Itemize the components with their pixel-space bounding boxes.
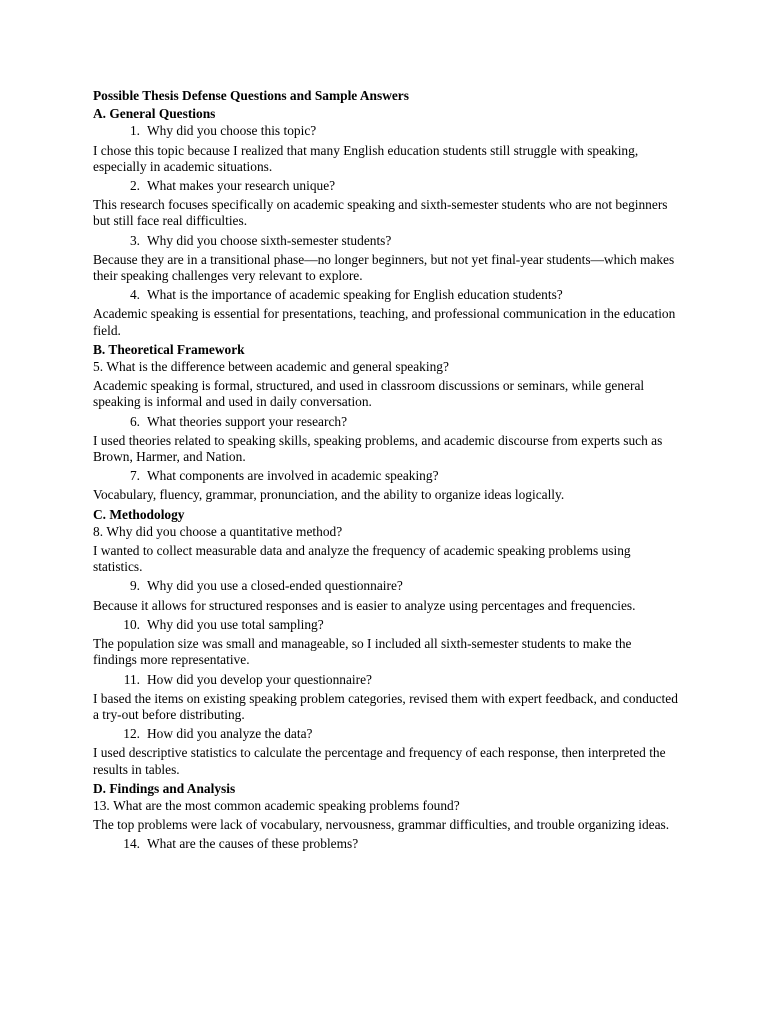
section-heading-methodology: C. Methodology <box>93 506 185 522</box>
question-text: Why did you choose this topic? <box>147 123 317 139</box>
question-text: What are the most common academic speaking problems found? <box>113 797 460 813</box>
question-text: How did you analyze the data? <box>147 726 313 742</box>
question-number: 4. <box>129 287 140 303</box>
question-text: What components are involved in academic speaking? <box>147 468 439 484</box>
question-item <box>93 178 678 194</box>
answer-text: This research focuses specifically on academic speaking and sixth-semester students who are not beginners but still face real difficulties. <box>93 197 668 229</box>
question-number: 9. <box>129 578 140 594</box>
section-heading-general: A. General Questions <box>93 106 216 122</box>
question-number: 10. <box>123 616 140 632</box>
question-item <box>93 726 678 742</box>
question-text: Why did you use a closed-ended questionnaire? <box>147 578 403 594</box>
question-text: Why did you use total sampling? <box>147 616 324 632</box>
question-item <box>93 672 678 688</box>
question-item <box>93 123 678 139</box>
answer-text: I based the items on existing speaking problem categories, revised them with expert feedback, and conducted a try-out before distributing. <box>93 690 678 722</box>
question-number: 12. <box>123 726 140 742</box>
question-item <box>93 468 678 484</box>
question-number: 5. <box>93 359 104 375</box>
question-text: How did you develop your questionnaire? <box>147 671 372 687</box>
answer-text: The population size was small and manageable, so I included all sixth-semester students to make the findings more representative. <box>93 636 632 668</box>
question-item <box>93 578 678 594</box>
answer-text: Academic speaking is essential for presentations, teaching, and professional communication in the education field. <box>93 306 676 338</box>
question-number: 8. <box>93 523 104 539</box>
question-number: 7. <box>129 468 140 484</box>
question-text: What makes your research unique? <box>147 178 336 194</box>
question-number: 11. <box>123 671 140 687</box>
question-item <box>93 233 678 249</box>
question-item <box>93 414 678 430</box>
question-item <box>93 836 678 852</box>
section-heading-findings: D. Findings and Analysis <box>93 780 236 796</box>
question-item <box>93 798 678 814</box>
question-text: What are the causes of these problems? <box>147 836 359 852</box>
question-item <box>93 524 678 540</box>
document-title: Possible Thesis Defense Questions and Sample Answers <box>93 88 409 103</box>
question-number: 14. <box>123 836 140 852</box>
question-text: What is the difference between academic and general speaking? <box>106 359 449 375</box>
question-text: Why did you choose a quantitative method? <box>106 523 343 539</box>
question-number: 2. <box>129 178 140 194</box>
answer-text: Academic speaking is formal, structured, and used in classroom discussions or seminars, while general speaking is informal and used in daily conversation. <box>93 378 645 410</box>
question-item <box>93 359 678 375</box>
question-number: 6. <box>129 413 140 429</box>
answer-text: Because they are in a transitional phase—no longer beginners, but not yet final-year students—which makes their speaking challenges very relevant to explore. <box>93 251 675 284</box>
question-item <box>93 287 678 303</box>
answer-text: I wanted to collect measurable data and analyze the frequency of academic speaking problems using statistics. <box>93 543 631 575</box>
answer-text: Because it allows for structured responses and is easier to analyze using percentages and frequencies. <box>93 597 636 613</box>
question-item <box>93 617 678 633</box>
section-heading-theoretical-framework: B. Theoretical Framework <box>93 341 245 357</box>
answer-text: I used descriptive statistics to calculate the percentage and frequency of each response, then interpreted the results in tables. <box>93 745 666 777</box>
question-text: What theories support your research? <box>147 413 348 429</box>
answer-text: I used theories related to speaking skills, speaking problems, and academic discourse from experts such as Brown, Harmer, and Nation. <box>93 432 663 465</box>
question-number: 1. <box>129 123 140 139</box>
question-number: 13. <box>93 797 110 813</box>
answer-text: Vocabulary, fluency, grammar, pronunciation, and the ability to organize ideas logically. <box>93 487 565 503</box>
answer-text: I chose this topic because I realized that many English education students still struggle with speaking, especially in academic situations. <box>93 142 639 174</box>
answer-text: The top problems were lack of vocabulary, nervousness, grammar difficulties, and trouble organizing ideas. <box>93 817 670 833</box>
question-number: 3. <box>129 232 140 248</box>
question-text: Why did you choose sixth-semester students? <box>147 232 392 248</box>
question-text: What is the importance of academic speaking for English education students? <box>147 287 563 303</box>
document-page <box>93 88 678 856</box>
